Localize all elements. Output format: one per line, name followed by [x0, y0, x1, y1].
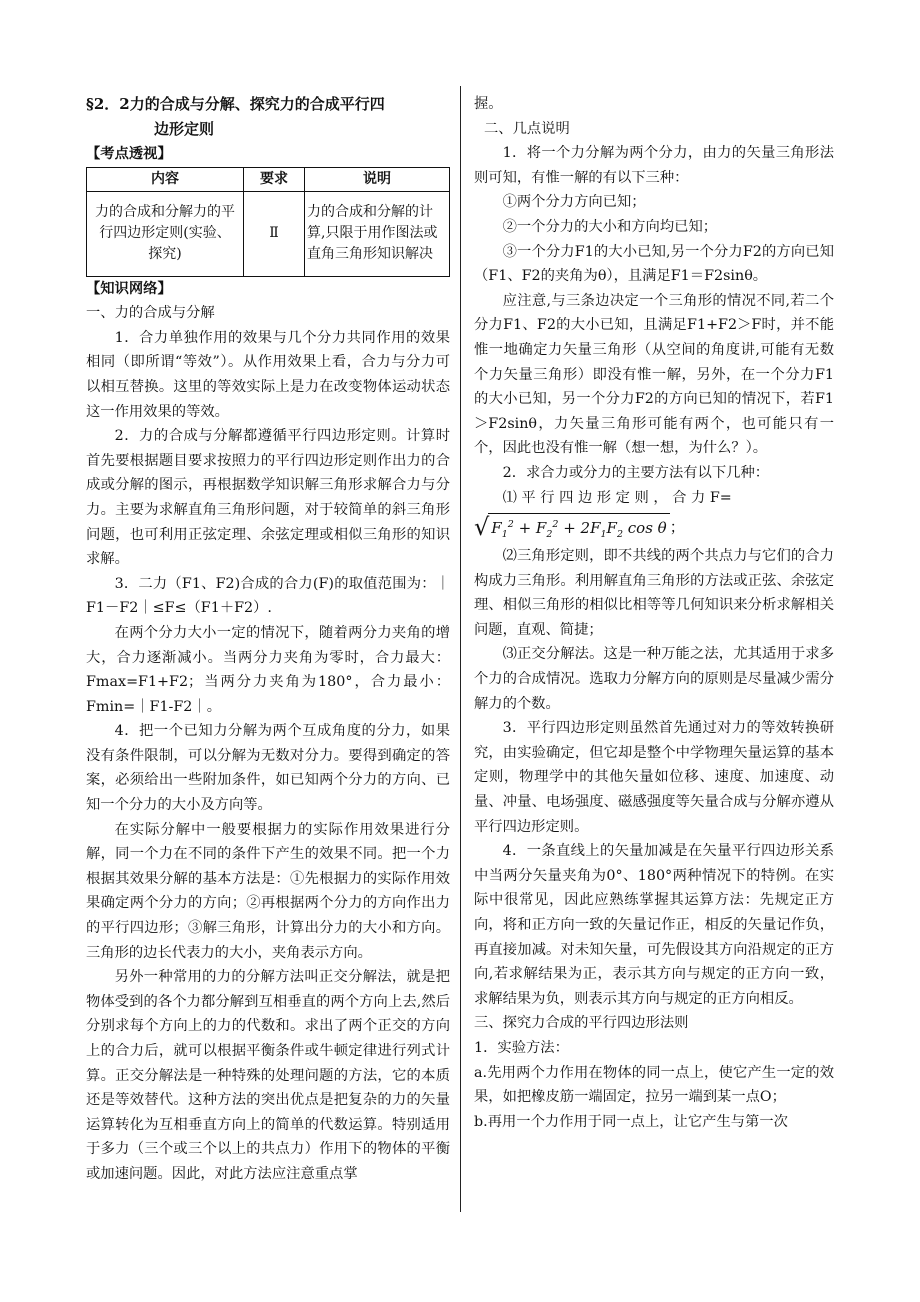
paragraph: 在两个分力大小一定的情况下，随着两分力夹角的增大，合力逐渐减小。当两分力夹角为零时，合力最大：Fmax=F1+F2；当两分力夹角为180°，合力最小：Fmin=｜F1-F2｜。: [86, 624, 450, 715]
paragraph: 1．实验方法：: [474, 1039, 569, 1056]
formula-tail: ；: [669, 518, 685, 537]
list-item: ②一个分力的大小和方向均已知；: [502, 218, 718, 235]
heading-one: 一、力的合成与分解: [86, 305, 215, 322]
heading-three: 三、探究力合成的平行四边形法则: [474, 1015, 689, 1032]
formula-radicand: $F_1^2 + F_2^2 + 2F_1F_2$ cos θ: [488, 513, 669, 542]
continued-text: 握。: [474, 96, 503, 112]
paragraph: ⑵三角形定则，即不共线的两个共点力与它们的合力构成力三角形。利用解直角三角形的方法或正弦、余弦定理、相似三角形的相似比相等等几何知识来分析求解相关问题，直观、简捷；: [474, 548, 834, 638]
section-kaodian: 【考点透视】: [86, 146, 172, 162]
left-column: [86, 92, 450, 1187]
table-header-note: 说明: [305, 167, 450, 191]
paragraph: 2．求合力或分力的主要方法有以下几种：: [502, 464, 770, 481]
list-item: ①两个分力方向已知；: [502, 194, 646, 211]
paragraph: ⑶正交分解法。这是一种万能之法，尤其适用于求多个力的合成情况。选取力分解方向的原则是尽量减少需分解力的个数。: [474, 646, 834, 712]
paragraph: b.再用一个力作用于同一点上，让它产生与第一次: [474, 1113, 788, 1130]
resultant-force-formula: √ $F_1^2 + F_2^2 + 2F_1F_2$ cos θ ；: [474, 513, 685, 542]
section-zhishi: 【知识网络】: [86, 280, 172, 297]
paragraph: 1．将一个力分解为两个分力，由力的矢量三角形法则可知，有惟一解的有以下三种：: [474, 145, 834, 186]
heading-two: 二、几点说明: [484, 120, 570, 137]
paragraph: 在实际分解中一般要根据力的实际作用效果进行分解，同一个力在不同的条件下产生的效果不同。把一个力根据其效果分解的基本方法是：①先根据力的实际作用效果确定两个分力的方向；②再根据两个分力的方向作出力的平行四边形；③解三角形，计算出分力的大小和方向。三角形的边长代表力的大小，夹角表示方向。: [86, 821, 450, 961]
page-title-cont: 边形定则: [154, 120, 215, 138]
paragraph: 3．二力（F1、F2)合成的合力(F)的取值范围为：｜F1－F2｜≤F≤（F1＋F2）.: [86, 575, 450, 617]
table-cell-requirement: Ⅱ: [244, 191, 305, 276]
paragraph: 4．把一个已知力分解为两个互成角度的分力，如果没有条件限制，可以分解为无数对分力。要得到确定的答案，必须给出一些附加条件，如已知两个分力的方向、已知一个分力的大小及方向等。: [86, 723, 450, 814]
paragraph: 应注意,与三条边决定一个三角形的情况不同,若二个分力F1、F2的大小已知，且满足F1+F2＞F时，并不能惟一地确定力矢量三角形（从空间的角度讲,可能有无数个力矢量三角形）即没有惟一解，另外，在一个分力F1的大小已知，另一个分力F2的方向已知的情况下，若F1＞F2sinθ，力矢量三角形可能有两个，也可能只有一个，因此也没有惟一解（想一想，为什么？）。: [474, 292, 834, 457]
table-header-content: 内容: [87, 167, 244, 191]
table-header-requirement: 要求: [244, 167, 305, 191]
table-cell-note: 力的合成和分解的计算,只限于用作图法或直角三角形知识解决: [305, 191, 450, 276]
list-item: ③一个分力F1的大小已知,另一个分力F2的方向已知（F1、F2的夹角为θ），且满足F1＝F2sinθ。: [474, 243, 834, 285]
paragraph: 2．力的合成与分解都遵循平行四边形定则。计算时首先要根据题目要求按照力的平行四边形定则作出力的合成或分解的图示，再根据数学知识解三角形求解合力与分力。主要为求解直角三角形问题，对于较简单的斜三角形问题，也可利用正弦定理、余弦定理或相似三角形的知识求解。: [86, 428, 450, 568]
page-title: §2．2力的合成与分解、探究力的合成平行四: [86, 95, 385, 113]
table-cell-content: 力的合成和分解力的平行四边形定则(实验、探究): [87, 191, 244, 276]
paragraph: a.先用两个力作用在物体的同一点上，使它产生一定的效果，如把橡皮筋一端固定，拉另一端到某一点O；: [474, 1064, 834, 1106]
column-divider: [460, 86, 461, 1212]
requirements-table: [86, 167, 450, 277]
paragraph: 1．合力单独作用的效果与几个分力共同作用的效果相同（即所谓“等效”）。从作用效果上看，合力与分力可以相互替换。这里的等效实际上是力在改变物体运动状态这一作用效果的等效。: [86, 329, 450, 420]
paragraph: 3．平行四边形定则虽然首先通过对力的等效转换研究，由实验确定，但它却是整个中学物理矢量运算的基本定则，物理学中的其他矢量如位移、速度、加速度、动量、冲量、电场强度、磁感强度等矢量合成与分解亦遵从平行四边形定则。: [474, 720, 834, 835]
paragraph: 另外一种常用的力的分解方法叫正交分解法，就是把物体受到的各个力都分解到互相垂直的两个方向上去,然后分别求每个方向上的力的代数和。求出了两个正交的方向上的合力后，就可以根据平衡条件或牛顿定律进行列式计算。正交分解法是一种特殊的处理问题的方法，它的本质还是等效替代。这种方法的突出优点是把复杂的力的矢量运算转化为互相垂直方向上的简单的代数运算。特别适用于多力（三个或三个以上的共点力）作用下的物体的平衡或加速问题。因此，对此方法应注意重点掌: [86, 969, 450, 1182]
right-column: [474, 92, 834, 1134]
paragraph: 4．一条直线上的矢量加减是在矢量平行四边形关系中当两分矢量夹角为0°、180°两种情况下的特例。在实际中很常见，因此应熟练掌握其运算方法：先规定正方向，将和正方向一致的矢量记作正，相反的矢量记作负，再直接加减。对未知矢量，可先假设其方向沿规定的正方向,若求解结果为正，表示其方向与规定的正方向一致，求解结果为负，则表示其方向与规定的正方向相反。: [474, 843, 834, 1007]
paragraph: ⑴ 平 行 四 边 形 定 则 ， 合 力 F=: [502, 489, 732, 506]
table-row: [87, 191, 450, 276]
